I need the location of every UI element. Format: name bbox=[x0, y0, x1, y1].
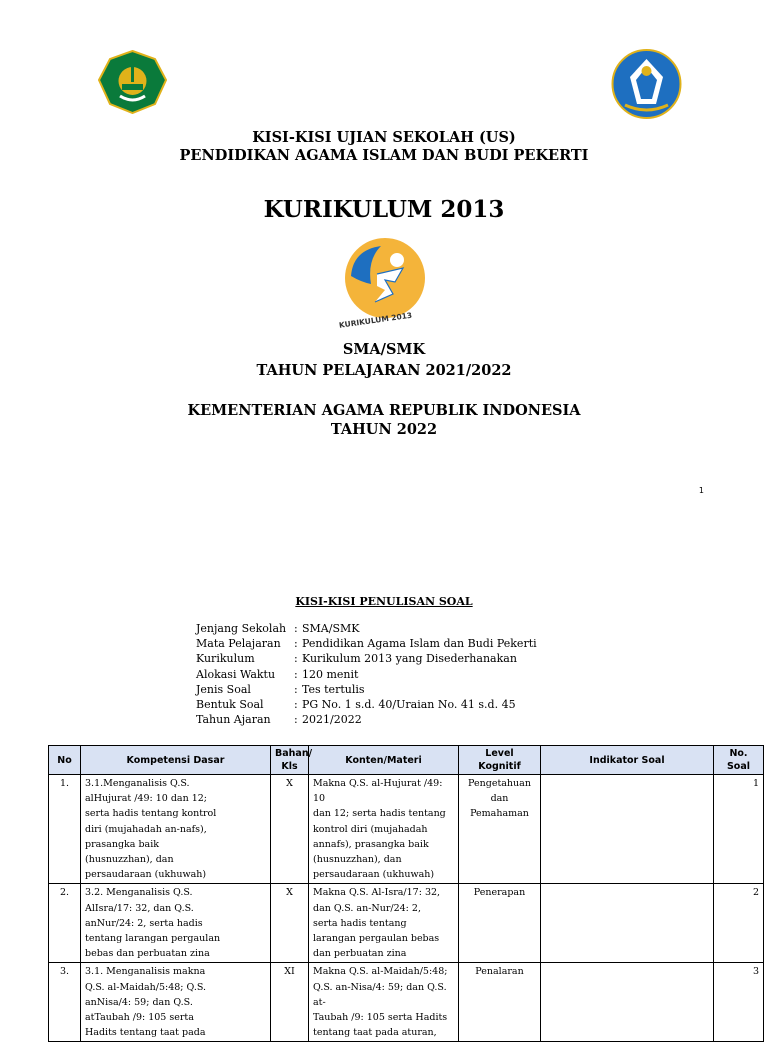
cover-title-line1: KISI-KISI UJIAN SEKOLAH (US) bbox=[252, 129, 516, 146]
level-block bbox=[0, 339, 768, 381]
header-no: No bbox=[49, 746, 81, 775]
cell-indikator bbox=[541, 775, 714, 884]
table-row bbox=[49, 775, 764, 884]
cell-level: Pengetahuan dan Pemahaman bbox=[459, 775, 541, 884]
cell-indikator bbox=[541, 884, 714, 963]
meta-row: Jenis Soal : Tes tertulis bbox=[196, 682, 365, 696]
meta-label: Bentuk Soal bbox=[196, 698, 264, 712]
meta-value: 2021/2022 bbox=[302, 713, 362, 727]
header-indikator-soal: Indikator Soal bbox=[541, 746, 714, 775]
meta-row: Tahun Ajaran : 2021/2022 bbox=[196, 713, 362, 727]
cell-materi: Makna Q.S. al-Hujurat /49: 10 dan 12; serta hadis tentang kontrol diri (mujahadah annafs), prasangka baik (husnuzzhan), dan persaudaraan (ukhuwah) bbox=[309, 775, 459, 884]
school-year: TAHUN PELAJARAN 2021/2022 bbox=[256, 362, 512, 379]
cell-level: Penerapan bbox=[459, 884, 541, 963]
kemenag-logo bbox=[98, 50, 167, 114]
ministry-block bbox=[0, 401, 768, 439]
publication-year: TAHUN 2022 bbox=[330, 421, 438, 438]
meta-value: Kurikulum 2013 yang Disederhanakan bbox=[302, 652, 517, 666]
cell-kompetensi-dasar: 3.1. Menganalisis makna Q.S. al-Maidah/5:48; Q.S. anNisa/4: 59; dan Q.S. atTaubah /9: 105 serta Hadits tentang taat pada bbox=[81, 963, 271, 1042]
table-header-row bbox=[49, 746, 764, 775]
cell-indikator bbox=[541, 963, 714, 1042]
cell-no: 2. bbox=[49, 884, 81, 963]
meta-row: Alokasi Waktu : 120 menit bbox=[196, 667, 359, 681]
cover-title-line2: PENDIDIKAN AGAMA ISLAM DAN BUDI PEKERTI bbox=[179, 147, 589, 164]
header-level-kognitif: Level Kognitif bbox=[459, 746, 541, 775]
meta-value: 120 menit bbox=[302, 667, 359, 681]
meta-value: Tes tertulis bbox=[302, 682, 365, 696]
meta-value: Pendidikan Agama Islam dan Budi Pekerti bbox=[302, 637, 537, 651]
kurikulum-2013-logo bbox=[337, 236, 431, 330]
cell-level: Penalaran bbox=[459, 963, 541, 1042]
meta-row: Jenjang Sekolah : SMA/SMK bbox=[196, 622, 360, 635]
cell-kompetensi-dasar: 3.1.Menganalisis Q.S. alHujurat /49: 10 dan 12; serta hadis tentang kontrol diri (mujahadah an-nafs), prasangka baik (husnuzzhan), dan persaudaraan (ukhuwah) bbox=[81, 775, 271, 884]
meta-row: Bentuk Soal : PG No. 1 s.d. 40/Uraian No. 41 s.d. 45 bbox=[196, 698, 516, 712]
cell-materi: Makna Q.S. Al-Isra/17: 32, dan Q.S. an-Nur/24: 2, serta hadis tentang larangan pergaulan bebas dan perbuatan zina bbox=[309, 884, 459, 963]
cell-materi: Makna Q.S. al-Maidah/5:48; Q.S. an-Nisa/4: 59; dan Q.S. at- Taubah /9: 105 serta Hadits tentang taat pada aturan, bbox=[309, 963, 459, 1042]
header-no-soal: No. Soal bbox=[714, 746, 764, 775]
cell-no: 1. bbox=[49, 775, 81, 884]
meta-value: PG No. 1 s.d. 40/Uraian No. 41 s.d. 45 bbox=[302, 698, 516, 712]
cell-kls: XI bbox=[271, 963, 309, 1042]
page-number: 1 bbox=[698, 486, 704, 495]
meta-value: SMA/SMK bbox=[302, 622, 360, 635]
meta-label: Jenjang Sekolah bbox=[196, 622, 287, 635]
meta-row: Kurikulum : Kurikulum 2013 yang Disederhanakan bbox=[196, 652, 517, 666]
table-row bbox=[49, 884, 764, 963]
meta-label: Kurikulum bbox=[196, 652, 255, 666]
kemdikbud-logo bbox=[611, 49, 682, 119]
header-konten-materi: Konten/Materi bbox=[309, 746, 459, 775]
school-level: SMA/SMK bbox=[342, 341, 426, 358]
cell-kompetensi-dasar: 3.2. Menganalisis Q.S. AlIsra/17: 32, dan Q.S. anNur/24: 2, serta hadis tentang larangan pergaulan bebas dan perbuatan zina bbox=[81, 884, 271, 963]
meta-label: Mata Pelajaran bbox=[196, 637, 281, 651]
cell-no-soal: 3 bbox=[714, 963, 764, 1042]
meta-label: Jenis Soal bbox=[196, 682, 251, 696]
kurikulum-heading: KURIKULUM 2013 bbox=[263, 196, 505, 223]
cell-no-soal: 1 bbox=[714, 775, 764, 884]
cover-title bbox=[0, 129, 768, 165]
cell-kls: X bbox=[271, 884, 309, 963]
table-row bbox=[49, 963, 764, 1042]
header-kompetensi-dasar: Kompetensi Dasar bbox=[81, 746, 271, 775]
cell-no-soal: 2 bbox=[714, 884, 764, 963]
meta-row: Mata Pelajaran : Pendidikan Agama Islam dan Budi Pekerti bbox=[196, 637, 537, 651]
meta-label: Alokasi Waktu bbox=[196, 667, 276, 681]
meta-label: Tahun Ajaran bbox=[196, 713, 271, 727]
kisi-kisi-table bbox=[48, 745, 764, 1042]
cell-no: 3. bbox=[49, 963, 81, 1042]
header-bahan-kls: Bahan/ Kls bbox=[271, 746, 309, 775]
cell-kls: X bbox=[271, 775, 309, 884]
section-title: KISI-KISI PENULISAN SOAL bbox=[295, 595, 473, 608]
k13-logo-text: KURIKULUM 2013 bbox=[338, 310, 413, 330]
ministry-name: KEMENTERIAN AGAMA REPUBLIK INDONESIA bbox=[187, 402, 581, 419]
meta-list bbox=[196, 621, 537, 727]
